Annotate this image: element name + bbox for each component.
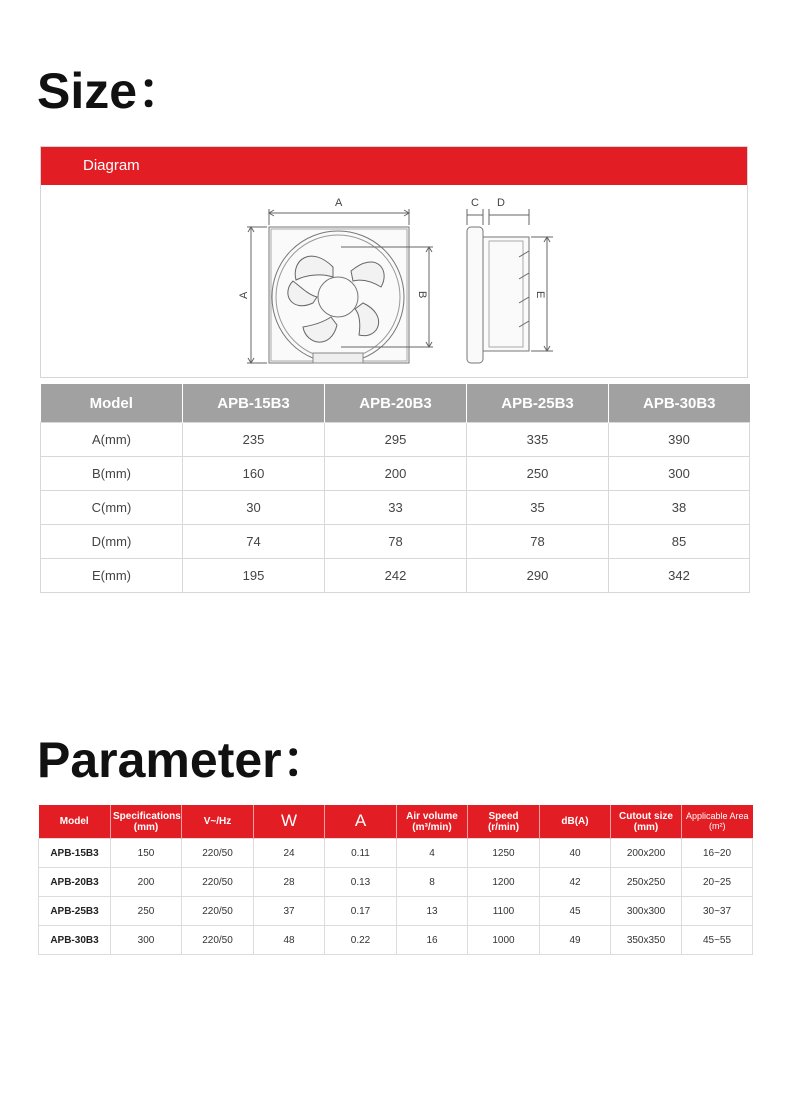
table-cell: 335	[467, 423, 609, 457]
table-cell: 390	[609, 423, 750, 457]
fan-dimension-diagram	[41, 185, 747, 377]
table-cell: 220/50	[182, 926, 254, 955]
size-table	[40, 384, 750, 593]
dim-label-c: C	[471, 197, 479, 209]
table-cell: 30	[183, 491, 325, 525]
table-cell: 295	[325, 423, 467, 457]
table-cell: APB-30B3	[39, 926, 111, 955]
table-cell: 250	[467, 457, 609, 491]
size-header-cell: APB-30B3	[609, 384, 750, 423]
parameter-header-row	[39, 805, 753, 839]
table-cell: 45	[540, 897, 611, 926]
table-cell: E(mm)	[41, 559, 183, 593]
table-cell: APB-15B3	[39, 839, 111, 868]
table-cell: APB-25B3	[39, 897, 111, 926]
size-header-cell: APB-15B3	[183, 384, 325, 423]
size-heading: Size：	[37, 63, 188, 119]
table-cell: 150	[111, 839, 182, 868]
table-cell: 200	[325, 457, 467, 491]
table-cell: 290	[467, 559, 609, 593]
table-cell: 350x350	[611, 926, 682, 955]
table-cell: 1250	[468, 839, 540, 868]
table-cell: 242	[325, 559, 467, 593]
table-cell: 38	[609, 491, 750, 525]
table-cell: 33	[325, 491, 467, 525]
table-row	[41, 491, 750, 525]
table-cell: 1200	[468, 868, 540, 897]
diagram-panel	[40, 146, 748, 378]
dim-label-e: E	[534, 291, 546, 299]
size-header-cell: APB-20B3	[325, 384, 467, 423]
table-cell: 8	[397, 868, 468, 897]
size-header-cell: Model	[41, 384, 183, 423]
parameter-table	[38, 805, 753, 955]
table-cell: 342	[609, 559, 750, 593]
table-cell: 16~20	[682, 839, 753, 868]
table-cell: 300	[111, 926, 182, 955]
table-cell: 220/50	[182, 897, 254, 926]
table-row	[41, 559, 750, 593]
table-cell: 235	[183, 423, 325, 457]
table-cell: 85	[609, 525, 750, 559]
table-row	[39, 839, 753, 868]
param-header-specifications: Specifications (mm)	[111, 805, 182, 839]
table-row	[39, 926, 753, 955]
param-header-watt: W	[254, 805, 325, 839]
table-cell: 45~55	[682, 926, 753, 955]
table-cell: D(mm)	[41, 525, 183, 559]
table-cell: 49	[540, 926, 611, 955]
table-cell: 200x200	[611, 839, 682, 868]
dim-label-d: D	[497, 197, 505, 209]
param-header-ampere: A	[325, 805, 397, 839]
table-cell: 74	[183, 525, 325, 559]
table-cell: 195	[183, 559, 325, 593]
table-cell: 200	[111, 868, 182, 897]
param-header-noise: dB(A)	[540, 805, 611, 839]
size-header-cell: APB-25B3	[467, 384, 609, 423]
table-cell: 220/50	[182, 839, 254, 868]
param-header-air-volume: Air volume (m³/min)	[397, 805, 468, 839]
param-header-applicable-area: Applicable Area (m²)	[682, 805, 753, 839]
table-cell: 37	[254, 897, 325, 926]
table-cell: 35	[467, 491, 609, 525]
table-cell: 42	[540, 868, 611, 897]
table-row	[41, 457, 750, 491]
table-cell: 16	[397, 926, 468, 955]
table-cell: 160	[183, 457, 325, 491]
table-cell: 1100	[468, 897, 540, 926]
table-row	[41, 423, 750, 457]
table-cell: 0.22	[325, 926, 397, 955]
table-cell: 78	[467, 525, 609, 559]
param-header-cutout-size: Cutout size (mm)	[611, 805, 682, 839]
dim-label-a-vertical: A	[238, 291, 250, 299]
table-cell: 1000	[468, 926, 540, 955]
table-cell: 40	[540, 839, 611, 868]
table-cell: 0.13	[325, 868, 397, 897]
table-cell: APB-20B3	[39, 868, 111, 897]
table-cell: 300	[609, 457, 750, 491]
table-cell: 13	[397, 897, 468, 926]
table-cell: 300x300	[611, 897, 682, 926]
diagram-title: Diagram	[41, 147, 747, 185]
table-cell: 20~25	[682, 868, 753, 897]
table-cell: 24	[254, 839, 325, 868]
table-cell: A(mm)	[41, 423, 183, 457]
table-cell: 250	[111, 897, 182, 926]
table-cell: B(mm)	[41, 457, 183, 491]
table-cell: 250x250	[611, 868, 682, 897]
table-cell: 28	[254, 868, 325, 897]
size-table-header-row	[41, 384, 750, 423]
param-header-voltage: V~/Hz	[182, 805, 254, 839]
dim-label-a: A	[335, 197, 343, 209]
table-cell: 30~37	[682, 897, 753, 926]
dim-label-b: B	[416, 291, 428, 299]
param-header-speed: Speed (r/min)	[468, 805, 540, 839]
parameter-heading: Parameter：	[37, 732, 332, 788]
table-cell: 4	[397, 839, 468, 868]
table-cell: C(mm)	[41, 491, 183, 525]
table-cell: 220/50	[182, 868, 254, 897]
table-cell: 0.11	[325, 839, 397, 868]
table-cell: 78	[325, 525, 467, 559]
table-cell: 0.17	[325, 897, 397, 926]
param-header-model: Model	[39, 805, 111, 839]
table-cell: 48	[254, 926, 325, 955]
table-row	[39, 897, 753, 926]
table-row	[39, 868, 753, 897]
table-row	[41, 525, 750, 559]
